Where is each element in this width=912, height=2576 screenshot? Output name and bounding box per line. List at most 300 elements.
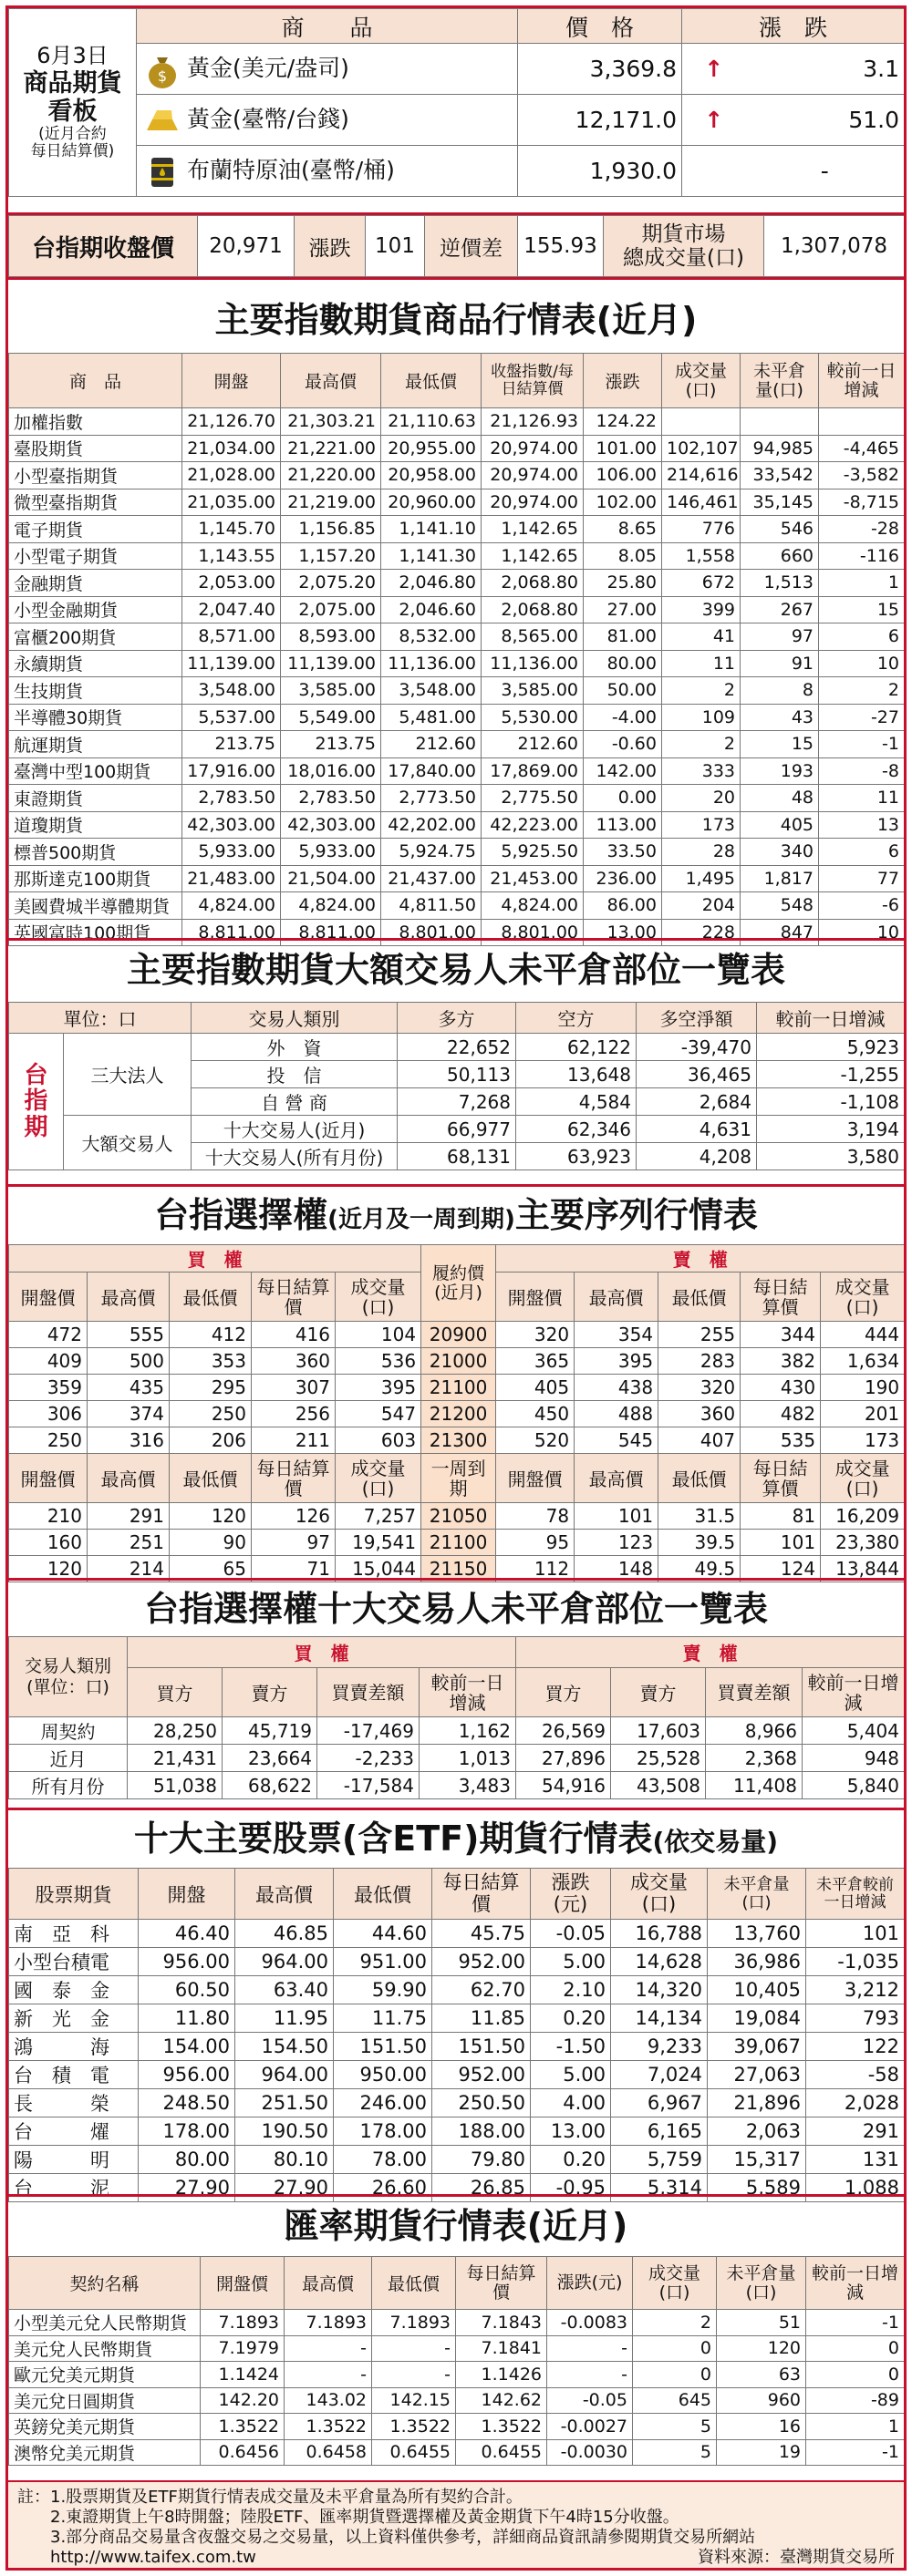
col-header: 每日結算價 [456, 2257, 547, 2310]
low: 26.60 [334, 2174, 432, 2202]
oi-change: -4,465 [819, 435, 905, 462]
settle: 7.1841 [456, 2335, 547, 2362]
call-high: 374 [88, 1401, 170, 1427]
section-title-index-futures: 主要指數期貨商品行情表(近月) [214, 300, 698, 340]
change: 124.22 [584, 408, 662, 436]
open: 1.3522 [201, 2414, 285, 2440]
low: 950.00 [334, 2061, 432, 2089]
table-row [9, 1745, 905, 1772]
col-header: 最低價 [170, 1273, 252, 1322]
change: 8.05 [584, 542, 662, 570]
col-header: 漲跌(元) [531, 1869, 611, 1920]
table-row [9, 2117, 905, 2146]
put-settle: 124 [741, 1556, 821, 1582]
call-low: 120 [170, 1503, 252, 1530]
high: 21,220.00 [281, 462, 381, 489]
low: 151.50 [334, 2033, 432, 2061]
volume: 214,616 [662, 462, 741, 489]
call-sell: 23,664 [223, 1745, 317, 1772]
oi-change: 13 [819, 811, 905, 839]
change: 2.10 [531, 1976, 611, 2004]
change: 236.00 [584, 865, 662, 892]
settle: 20,974.00 [482, 489, 584, 516]
high: 2,075.00 [281, 596, 381, 623]
settle: 1,142.65 [482, 516, 584, 543]
board-note: (近月合約 [38, 124, 107, 143]
change: 25.80 [584, 570, 662, 597]
stock-futures-table [8, 1868, 904, 2202]
taifex-link[interactable]: http://www.taifex.com.tw [50, 2548, 256, 2567]
col-header: 最高價 [88, 1454, 170, 1503]
call-open: 306 [9, 1401, 88, 1427]
table-row [9, 731, 905, 758]
change: -4.00 [584, 704, 662, 731]
open-interest: 847 [741, 919, 819, 946]
cell: 62,346 [516, 1116, 637, 1143]
low: 0.6455 [372, 2439, 456, 2466]
low: 21,437.00 [381, 865, 482, 892]
oi-change: 1,088 [806, 2174, 905, 2202]
cell: 63,923 [516, 1143, 637, 1170]
title-part: (近月及一周到期) [327, 1206, 515, 1233]
group-label: 大額交易人 [64, 1116, 192, 1170]
strike: 21150 [421, 1556, 496, 1582]
open: 213.75 [182, 731, 281, 758]
put-low: 31.5 [658, 1503, 741, 1530]
board-date: 6月3日 [36, 43, 109, 69]
high: 2,783.50 [281, 785, 381, 812]
commodity-change: - [746, 146, 905, 197]
volume: 109 [662, 704, 741, 731]
table-row [9, 516, 905, 543]
table-row [9, 704, 905, 731]
oi-change: 793 [806, 2004, 905, 2033]
col-header: 未平倉較前一日增減 [806, 1869, 905, 1920]
open-interest: 267 [741, 596, 819, 623]
call-low: 65 [170, 1556, 252, 1582]
open-interest: 340 [741, 839, 819, 866]
col-header: 開盤價 [9, 1454, 88, 1503]
low: 1,141.30 [381, 542, 482, 570]
trader-type: 投 信 [192, 1061, 398, 1088]
open-interest: 19 [717, 2439, 806, 2466]
up-arrow-icon: ↑ [682, 95, 746, 146]
low: 4,811.50 [381, 892, 482, 920]
call-high: 214 [88, 1556, 170, 1582]
cell: 66,977 [398, 1116, 516, 1143]
taiex-change-label: 漲跌 [295, 216, 366, 277]
call-buy: 28,250 [128, 1717, 223, 1745]
commodity-change: 3.1 [746, 44, 905, 95]
change: 86.00 [584, 892, 662, 920]
table-row [9, 1348, 905, 1375]
col-header: 商 品 [9, 354, 182, 408]
open: 5,933.00 [182, 839, 281, 866]
low: 11.75 [334, 2004, 432, 2033]
open: 0.6456 [201, 2439, 285, 2466]
oi-change: 6 [819, 839, 905, 866]
put-open: 520 [496, 1427, 575, 1454]
low: 8,801.00 [381, 919, 482, 946]
oi-change: -1 [806, 2439, 905, 2466]
volume: 102,107 [662, 435, 741, 462]
oi-change: -8,715 [819, 489, 905, 516]
low: 59.90 [334, 1976, 432, 2004]
open-interest: 33,542 [741, 462, 819, 489]
col-header: 每日結算價 [741, 1454, 821, 1503]
contract-label: 所有月份 [9, 1772, 128, 1799]
footer-last-line [17, 2548, 895, 2568]
product-name: 微型臺指期貨 [9, 489, 182, 516]
product-name: 標普500期貨 [9, 839, 182, 866]
low: 44.60 [334, 1920, 432, 1948]
table-row [9, 1772, 905, 1799]
product-name: 永續期貨 [9, 650, 182, 677]
volume: 2 [662, 731, 741, 758]
call-buy: 51,038 [128, 1772, 223, 1799]
change: 4.00 [531, 2089, 611, 2117]
high: 5,549.00 [281, 704, 381, 731]
table-row [9, 2089, 905, 2117]
high: 1,157.20 [281, 542, 381, 570]
change: -0.05 [531, 1920, 611, 1948]
call-open: 359 [9, 1375, 88, 1401]
strike: 21100 [421, 1375, 496, 1401]
col-header: 最高價 [88, 1273, 170, 1322]
section-title-fx-futures: 匯率期貨行情表(近月) [8, 2194, 904, 2252]
volume: 146,461 [662, 489, 741, 516]
volume: 672 [662, 570, 741, 597]
open-interest: 19,084 [708, 2004, 806, 2033]
col-header: 開盤 [139, 1869, 235, 1920]
call-volume: 603 [336, 1427, 421, 1454]
put-buy: 27,896 [516, 1745, 611, 1772]
product-name: 美國費城半導體期貨 [9, 892, 182, 920]
call-volume: 104 [336, 1322, 421, 1348]
contract-label: 近月 [9, 1745, 128, 1772]
product-name: 臺灣中型100期貨 [9, 757, 182, 785]
col-header: 漲跌 [584, 354, 662, 408]
settle: 1.1426 [456, 2362, 547, 2388]
high: 1.3522 [285, 2414, 372, 2440]
high: 154.50 [235, 2033, 334, 2061]
put-open: 320 [496, 1322, 575, 1348]
open-interest: 51 [717, 2310, 806, 2336]
oi-change: 11 [819, 785, 905, 812]
volume: 204 [662, 892, 741, 920]
put-net: 11,408 [706, 1772, 803, 1799]
product-name: 富櫃200期貨 [9, 623, 182, 651]
contract-name: 美元兌日圓期貨 [9, 2387, 201, 2414]
col-header: 每日結算價 [741, 1273, 821, 1322]
settle: 20,974.00 [482, 435, 584, 462]
unit-label: 單位：口 [9, 1003, 192, 1034]
oi-change: 10 [819, 919, 905, 946]
put-low: 283 [658, 1348, 741, 1375]
commodity-name: 布蘭特原油(臺幣/桶) [187, 156, 395, 183]
taiex-close-label: 台指期收盤價 [9, 216, 198, 277]
volume: 173 [662, 811, 741, 839]
change: 50.00 [584, 677, 662, 705]
col-header: 買方 [128, 1668, 223, 1717]
col-header: 成交量(口) [821, 1454, 905, 1503]
col-header: 漲跌(元) [547, 2257, 633, 2310]
cell: 4,208 [637, 1143, 757, 1170]
put-open: 78 [496, 1503, 575, 1530]
put-header: 賣 權 [496, 1245, 905, 1273]
oi-change: 101 [806, 1920, 905, 1948]
table-row [9, 2061, 905, 2089]
col-header: 最高價 [285, 2257, 372, 2310]
put-buy: 26,569 [516, 1717, 611, 1745]
settle: 7.1843 [456, 2310, 547, 2336]
oi-change: 15 [819, 596, 905, 623]
market-volume-label-1: 期貨市場 [641, 222, 726, 246]
table-row [9, 1920, 905, 1948]
product-name: 臺股期貨 [9, 435, 182, 462]
volume: 2 [662, 677, 741, 705]
table-row [9, 1322, 905, 1348]
settle: 21,126.93 [482, 408, 584, 436]
high: 42,303.00 [281, 811, 381, 839]
call-settle: 126 [252, 1503, 336, 1530]
volume: 5,314 [611, 2174, 708, 2202]
low: 178.00 [334, 2117, 432, 2146]
col-header: 最低價 [658, 1454, 741, 1503]
oil-barrel-icon [141, 150, 183, 192]
open: 8,811.00 [182, 919, 281, 946]
call-low: 250 [170, 1401, 252, 1427]
commodity-price: 1,930.0 [518, 146, 682, 197]
settle: 5,925.50 [482, 839, 584, 866]
open: 1,145.70 [182, 516, 281, 543]
col-header: 每日結算價 [252, 1454, 336, 1503]
oi-change: 2,028 [806, 2089, 905, 2117]
open-interest: 15 [741, 731, 819, 758]
open-interest: 43 [741, 704, 819, 731]
section-title-options-series [8, 1184, 904, 1241]
change: 5.00 [531, 2061, 611, 2089]
col-header: 最高價 [235, 1869, 334, 1920]
put-high: 545 [575, 1427, 658, 1454]
volume: 0 [633, 2335, 717, 2362]
open: 11.80 [139, 2004, 235, 2033]
commodity-row [9, 95, 905, 146]
data-source: 資料來源：臺灣期貨交易所 [698, 2548, 895, 2567]
put-settle: 81 [741, 1503, 821, 1530]
page [5, 5, 907, 2571]
stock-name: 陽 明 [9, 2146, 139, 2174]
commodity-price: 12,171.0 [518, 95, 682, 146]
col-change: 漲 跌 [682, 9, 905, 44]
change: - [547, 2335, 633, 2362]
oi-change: -27 [819, 704, 905, 731]
stock-name: 台 燿 [9, 2117, 139, 2146]
open-interest: 193 [741, 757, 819, 785]
col-header: 未平倉量(口) [708, 1869, 806, 1920]
high: 21,303.21 [281, 408, 381, 436]
put-volume: 1,634 [821, 1348, 905, 1375]
low: 246.00 [334, 2089, 432, 2117]
volume: 333 [662, 757, 741, 785]
commodity-price: 3,369.8 [518, 44, 682, 95]
commodity-arrow [682, 146, 746, 197]
table-row [9, 1427, 905, 1454]
open: 21,028.00 [182, 462, 281, 489]
put-diff: 948 [803, 1745, 905, 1772]
volume: 16,788 [611, 1920, 708, 1948]
change: -1.50 [531, 2033, 611, 2061]
col-header: 未平倉量(口) [741, 354, 819, 408]
put-volume: 190 [821, 1375, 905, 1401]
put-sell: 17,603 [611, 1717, 706, 1745]
put-open: 95 [496, 1530, 575, 1556]
call-volume: 19,541 [336, 1530, 421, 1556]
taiex-change-value: 101 [366, 216, 425, 277]
put-high: 438 [575, 1375, 658, 1401]
trader-type: 自 營 商 [192, 1088, 398, 1116]
put-settle: 101 [741, 1530, 821, 1556]
open: 42,303.00 [182, 811, 281, 839]
settle: 1,142.65 [482, 542, 584, 570]
trader-type-header [9, 1637, 128, 1717]
open-interest: 8 [741, 677, 819, 705]
low: 1.3522 [372, 2414, 456, 2440]
product-name: 生技期貨 [9, 677, 182, 705]
open: 7.1893 [201, 2310, 285, 2336]
call-diff: 1,162 [420, 1717, 516, 1745]
up-arrow-icon: ↑ [682, 44, 746, 95]
call-high: 555 [88, 1322, 170, 1348]
open: 248.50 [139, 2089, 235, 2117]
change: 0.20 [531, 2004, 611, 2033]
cell: 4,584 [516, 1088, 637, 1116]
open: 7.1979 [201, 2335, 285, 2362]
table-row [9, 892, 905, 920]
table-row [9, 2362, 905, 2388]
open: 956.00 [139, 2061, 235, 2089]
col-header: 每日結算價 [252, 1273, 336, 1322]
board-title: 商品期貨 [23, 68, 122, 98]
col-header: 股票期貨 [9, 1869, 139, 1920]
high: 2,075.20 [281, 570, 381, 597]
col-product: 商 品 [137, 9, 518, 44]
low: 2,773.50 [381, 785, 482, 812]
open-interest: 548 [741, 892, 819, 920]
high: 46.85 [235, 1920, 334, 1948]
col-header: 最低價 [381, 354, 482, 408]
call-volume: 7,257 [336, 1503, 421, 1530]
put-settle: 430 [741, 1375, 821, 1401]
strike-header-label: 履約價(近月) [432, 1262, 485, 1303]
put-volume: 13,844 [821, 1556, 905, 1582]
oi-change: 2 [819, 677, 905, 705]
high: 7.1893 [285, 2310, 372, 2336]
call-low: 90 [170, 1530, 252, 1556]
open: 1,143.55 [182, 542, 281, 570]
oi-change: 77 [819, 865, 905, 892]
put-low: 39.5 [658, 1530, 741, 1556]
settle: 26.85 [432, 2174, 531, 2202]
product-name: 道瓊期貨 [9, 811, 182, 839]
call-high: 291 [88, 1503, 170, 1530]
open: 17,916.00 [182, 757, 281, 785]
open-interest: 35,145 [741, 489, 819, 516]
volume: 5,759 [611, 2146, 708, 2174]
call-high: 251 [88, 1530, 170, 1556]
oi-change: -1 [819, 731, 905, 758]
open: 1.1424 [201, 2362, 285, 2388]
col-header: 開盤價 [496, 1454, 575, 1503]
settle: 79.80 [432, 2146, 531, 2174]
low: 951.00 [334, 1948, 432, 1976]
low: - [372, 2362, 456, 2388]
call-net: -2,233 [317, 1745, 420, 1772]
high: 11,139.00 [281, 650, 381, 677]
put-volume: 23,380 [821, 1530, 905, 1556]
table-row [9, 1717, 905, 1745]
change: 106.00 [584, 462, 662, 489]
strike: 21100 [421, 1530, 496, 1556]
volume: 1,558 [662, 542, 741, 570]
low: 7.1893 [372, 2310, 456, 2336]
strike: 20900 [421, 1322, 496, 1348]
taiex-basis-label: 逆價差 [425, 216, 518, 277]
settle: 11,136.00 [482, 650, 584, 677]
put-settle: 382 [741, 1348, 821, 1375]
table-row [9, 408, 905, 436]
col-header: 收盤指數/每日結算價 [482, 354, 584, 408]
open-interest: 36,986 [708, 1948, 806, 1976]
volume: 14,320 [611, 1976, 708, 2004]
strike: 21050 [421, 1503, 496, 1530]
low: 8,532.00 [381, 623, 482, 651]
product-name: 小型電子期貨 [9, 542, 182, 570]
settle: 2,068.80 [482, 596, 584, 623]
call-net: -17,584 [317, 1772, 420, 1799]
put-sell: 43,508 [611, 1772, 706, 1799]
contract-name: 美元兌人民幣期貨 [9, 2335, 201, 2362]
commodity-name-cell [137, 44, 518, 95]
commodity-row [9, 44, 905, 95]
call-settle: 97 [252, 1530, 336, 1556]
put-high: 101 [575, 1503, 658, 1530]
call-open: 210 [9, 1503, 88, 1530]
put-open: 405 [496, 1375, 575, 1401]
board-caption [9, 9, 137, 197]
cell: 5,923 [757, 1034, 905, 1061]
volume: 5 [633, 2439, 717, 2466]
settle: 952.00 [432, 1948, 531, 1976]
title-part: 台指選擇權 [154, 1195, 328, 1235]
title-part: 十大主要股票(含ETF)期貨行情表 [133, 1819, 653, 1859]
open: 11,139.00 [182, 650, 281, 677]
volume: 6,165 [611, 2117, 708, 2146]
cell: 22,652 [398, 1034, 516, 1061]
call-low: 295 [170, 1375, 252, 1401]
open: 46.40 [139, 1920, 235, 1948]
settle: 142.62 [456, 2387, 547, 2414]
trader-type: 外 資 [192, 1034, 398, 1061]
table-row [9, 1375, 905, 1401]
table-row [9, 1034, 905, 1061]
call-volume: 536 [336, 1348, 421, 1375]
change: -0.0083 [547, 2310, 633, 2336]
side-label: 台指期 [9, 1034, 64, 1170]
volume: 0 [633, 2362, 717, 2388]
table-row [9, 677, 905, 705]
call-high: 435 [88, 1375, 170, 1401]
